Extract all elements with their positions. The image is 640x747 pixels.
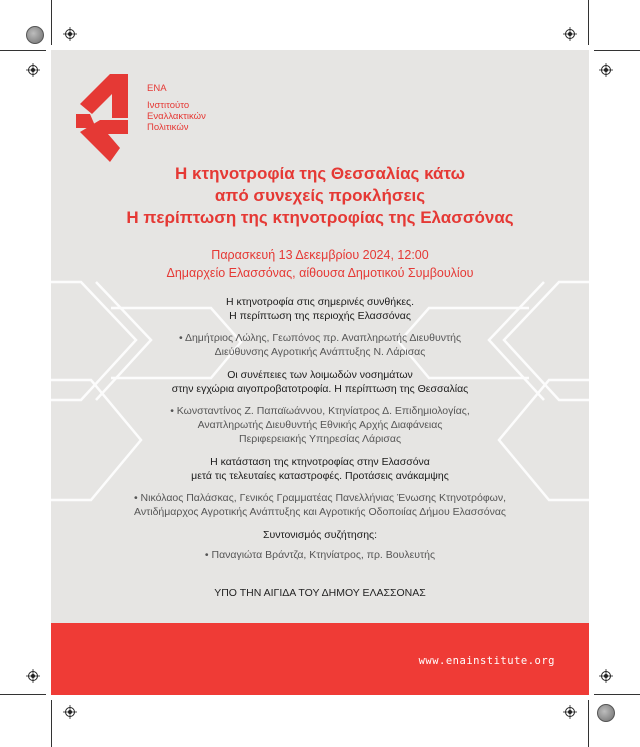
institute-name-line: Πολιτικών [147,122,189,133]
institute-name-line: Εναλλακτικών [147,111,206,122]
topic-block [51,368,589,446]
crop-mark [594,50,640,51]
registration-mark-icon [63,27,77,41]
registration-mark-icon [563,705,577,719]
crop-mark [594,694,640,695]
crop-mark [588,700,589,747]
speaker-text: Αναπληρωτής Διευθυντής Εθνικής Αρχής Διαφάνειας [197,419,443,431]
footer-bar [51,623,589,695]
event-details [51,246,589,282]
crop-mark [588,0,589,45]
registration-mark-icon [63,705,77,719]
topic-heading: Οι συνέπειες των λοιμωδών νοσημάτων [227,369,413,381]
registration-mark-icon [563,27,577,41]
registration-mark-icon [26,669,40,683]
event-title-line: Η κτηνοτροφία της Θεσσαλίας κάτω [175,164,465,183]
topic-block [51,295,589,359]
crop-mark [51,0,52,45]
moderator-name: • Παναγιώτα Βράντζα, Κτηνίατρος, πρ. Βουλευτής [204,549,436,561]
speaker-text: Περιφερειακής Υπηρεσίας Λάρισας [238,433,402,445]
moderation-block [51,528,589,562]
topic-heading: Η κτηνοτροφία στις σημερινές συνθήκες. [225,296,415,308]
moderation-label: Συντονισμός συζήτησης: [262,529,378,541]
speaker-text: • Νικόλαος Παλάσκας, Γενικός Γραμματέας Πανελλήνιας Ένωσης Κτηνοτρόφων, [133,492,507,504]
topic-heading: Η κατάσταση της κτηνοτροφίας στην Ελασσόνα [210,456,430,468]
crop-mark [0,50,46,51]
speaker-text: Διεύθυνσης Αγροτικής Ανάπτυξης Ν. Λάρισας [214,346,426,358]
event-title [51,163,589,229]
institute-abbreviation: ΕΝΑ [147,83,167,94]
topic-block [51,455,589,519]
color-swatch-dot-icon [26,26,44,44]
registration-mark-icon [26,63,40,77]
institute-name-line: Ινστιτούτο [147,100,190,111]
crop-mark [0,694,46,695]
speaker-text: • Δημήτριος Λώλης, Γεωπόνος πρ. Αναπληρωτής Διευθυντής [178,332,462,344]
event-title-line: από συνεχείς προκλήσεις [214,186,426,205]
event-datetime: Παρασκευή 13 Δεκεμβρίου 2024, 12:00 [211,248,429,262]
event-venue: Δημαρχείο Ελασσόνας, αίθουσα Δημοτικού Συμβουλίου [166,266,474,280]
speaker-text: Αντιδήμαρχος Αγροτικής Ανάπτυξης και Αγροτικής Οδοποιίας Δήμου Ελασσόνας [134,506,506,518]
registration-mark-icon [599,669,613,683]
topic-heading: Η περίπτωση της περιοχής Ελασσόνας [229,310,411,322]
ena-logo-icon [76,74,136,166]
color-swatch-dot-icon [597,704,615,722]
topic-heading: μετά τις τελευταίες καταστροφές. Προτάσεις ανάκαμψης [191,470,449,482]
poster-panel [51,50,589,695]
auspices-line: ΥΠΟ ΤΗΝ ΑΙΓΙΔΑ ΤΟΥ ΔΗΜΟΥ ΕΛΑΣΣΟΝΑΣ [214,587,426,599]
website-link[interactable]: www.enainstitute.org [418,655,555,667]
crop-mark [51,700,52,747]
auspices-text [51,586,589,600]
speaker-text: • Κωνσταντίνος Ζ. Παπαϊωάννου, Κτηνίατρος Δ. Επιδημιολογίας, [170,405,470,417]
institute-name [147,83,206,133]
topic-heading: στην εγχώρια αιγοπροβατοτροφία. Η περίπτωση της Θεσσαλίας [171,383,469,395]
registration-mark-icon [599,63,613,77]
event-title-line: Η περίπτωση της κτηνοτροφίας της Ελασσόνας [126,208,514,227]
